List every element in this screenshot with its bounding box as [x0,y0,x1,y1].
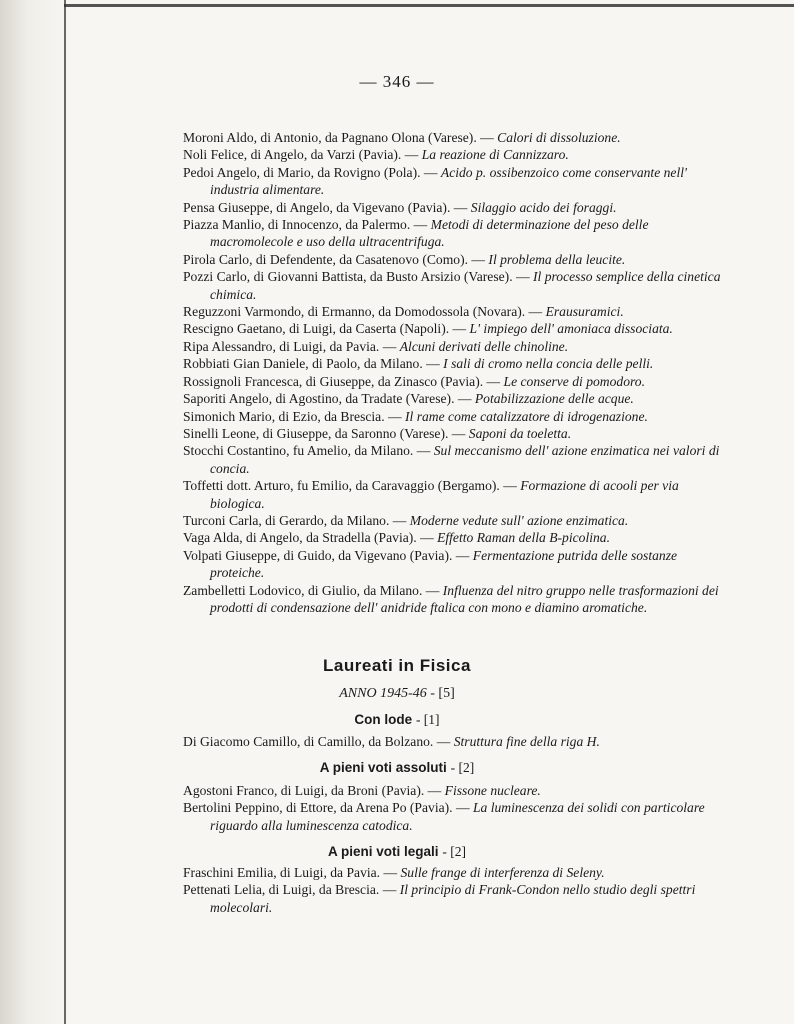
thesis-title: Effetto Raman della B-picolina. [437,530,610,546]
group-heading-label: A pieni voti legali [328,844,439,859]
graduate-name: Pozzi Carlo, di Giovanni Battista, da Busto Arsizio (Varese). — [183,269,530,285]
academic-year [0,686,794,702]
thesis-title: Fermentazione putrida delle sostanze proteiche. [210,547,678,581]
graduate-name: Volpati Giuseppe, di Guido, da Vigevano (Pavia). — [183,547,470,563]
graduate-name: Pedoi Angelo, di Mario, da Rovigno (Pola). — [183,164,438,180]
list-item [183,146,723,163]
list-item [183,782,723,799]
thesis-title: Potabilizzazione delle acque. [474,391,634,407]
graduate-name: Bertolini Peppino, di Ettore, da Arena Po (Pavia). — [183,800,470,816]
graduate-name: Sinelli Leone, di Giuseppe, da Saronno (Varese). — [183,425,466,441]
thesis-title: Acido p. ossibenzoico come conservante nell' industria alimentare. [210,164,687,198]
graduate-name: Di Giacomo Camillo, di Camillo, da Bolzano. — [183,734,451,749]
list-item [183,303,723,320]
thesis-title: Struttura fine della riga H. [453,734,600,749]
group-voti-assoluti-entries [183,782,723,834]
group-heading-count: - [2] [450,760,475,775]
list-item [183,529,723,546]
graduate-name: Robbiati Gian Daniele, di Paolo, da Milano. — [183,356,440,372]
list-item [183,320,723,337]
chemistry-graduates-list [183,129,723,616]
thesis-title: Il principio di Frank-Condon nello studio degli spettri molecolari. [210,882,696,915]
top-rule [64,4,794,7]
group-heading-label: A pieni voti assoluti [319,760,447,775]
thesis-title: Sul meccanismo dell' azione enzimatica nei valori di concia. [210,443,720,476]
group-heading-count: - [1] [415,712,440,727]
graduate-name: Toffetti dott. Arturo, fu Emilio, da Caravaggio (Bergamo). — [183,478,517,494]
list-item [183,477,723,512]
list-item [183,881,723,916]
thesis-title: Saponi da toeletta. [468,425,572,441]
graduate-name: Zambelletti Lodovico, di Giulio, da Milano. — [183,582,440,598]
anno-label: ANNO [339,686,377,701]
graduate-name: Simonich Mario, di Ezio, da Brescia. — [183,408,402,424]
page-binding-edge [0,0,70,1024]
list-item [183,408,723,425]
list-item [183,199,723,216]
list-item [183,582,723,617]
thesis-title: Le conserve di pomodoro. [503,373,645,389]
thesis-title: Alcuni derivati delle chinoline. [399,338,569,354]
graduate-name: Stocchi Costantino, fu Amelio, da Milano. — [183,443,431,459]
list-item [183,547,723,582]
graduate-name: Fraschini Emilia, di Luigi, da Pavia. — [183,865,398,880]
list-item [183,442,723,477]
list-item [183,251,723,268]
thesis-title: Metodi di determinazione del peso delle macromolecole e uso della ultracentrifuga. [210,217,649,250]
thesis-title: Sulle frange di interferenza di Seleny. [400,865,605,880]
graduate-name: Reguzzoni Varmondo, di Ermanno, da Domodossola (Novara). — [183,304,543,320]
group-heading-label: Con lode [354,712,413,727]
thesis-title: La reazione di Cannizzaro. [421,147,569,163]
thesis-title: L' impiego dell' amoniaca dissociata. [469,321,673,337]
thesis-title: Il problema della leucite. [488,251,626,267]
graduate-name: Agostoni Franco, di Luigi, da Broni (Pavia). — [183,783,442,798]
thesis-title: Il rame come catalizzatore di idrogenazione. [405,408,648,424]
list-item [183,373,723,390]
group-voti-legali-entries [183,864,723,916]
list-item [183,390,723,407]
thesis-title: Silaggio acido dei foraggi. [470,199,617,215]
list-item [183,799,723,834]
list-item [183,425,723,442]
graduate-name: Vaga Alda, di Angelo, da Stradella (Pavia). — [183,530,434,546]
group-heading-voti-legali [0,844,794,860]
list-item [183,164,723,199]
graduate-name: Rossignoli Francesca, di Giuseppe, da Zinasco (Pavia). — [183,373,501,389]
group-heading-voti-assoluti [0,760,794,776]
group-heading-count: - [2] [442,844,466,859]
graduate-name: Turconi Carla, di Gerardo, da Milano. — [183,512,407,528]
list-item [183,864,723,881]
list-item [183,355,723,372]
graduate-name: Pettenati Lelia, di Luigi, da Brescia. — [183,882,397,898]
thesis-title: Influenza del nitro gruppo nelle trasformazioni dei prodotti di condensazione dell' anidride ftalica con mono e diamino aromatiche. [210,582,719,615]
thesis-title: Calori di dissoluzione. [497,130,621,145]
thesis-title: Fissone nucleare. [444,783,541,798]
graduate-name: Saporiti Angelo, di Agostino, da Tradate (Varese). — [183,391,472,407]
group-con-lode-entries [183,733,723,750]
thesis-title: Moderne vedute sull' azione enzimatica. [409,512,629,528]
list-item [183,129,723,146]
list-item [183,268,723,303]
graduate-name: Moroni Aldo, di Antonio, da Pagnano Olona (Varese). — [183,130,494,145]
list-item [183,216,723,251]
thesis-title: Il processo semplice della cinetica chimica. [210,269,721,302]
anno-year: 1945-46 [380,686,427,701]
graduate-name: Piazza Manlio, di Innocenzo, da Palermo. — [183,217,428,233]
section-title: Laureati in Fisica [323,656,471,675]
binding-rule [64,0,66,1024]
graduate-name: Pirola Carlo, di Defendente, da Casatenovo (Como). — [183,251,486,267]
graduate-name: Noli Felice, di Angelo, da Varzi (Pavia). — [183,147,419,163]
graduate-name: Ripa Alessandro, di Luigi, da Pavia. — [183,338,397,354]
thesis-title: Formazione di acooli per via biologica. [210,478,679,511]
list-item [183,512,723,529]
graduate-name: Pensa Giuseppe, di Angelo, da Vigevano (Pavia). — [183,199,468,215]
thesis-title: I sali di cromo nella concia delle pelli. [443,356,654,372]
thesis-title: Erausuramici. [545,304,624,320]
list-item [183,733,723,750]
page-number: — 346 — [359,72,435,91]
thesis-title: La luminescenza dei solidi con particolare riguardo alla luminescenza catodica. [210,800,705,833]
anno-count: - [5] [430,686,455,701]
graduate-name: Rescigno Gaetano, di Luigi, da Caserta (Napoli). — [183,321,467,337]
group-heading-con-lode [0,712,794,728]
list-item [183,338,723,355]
